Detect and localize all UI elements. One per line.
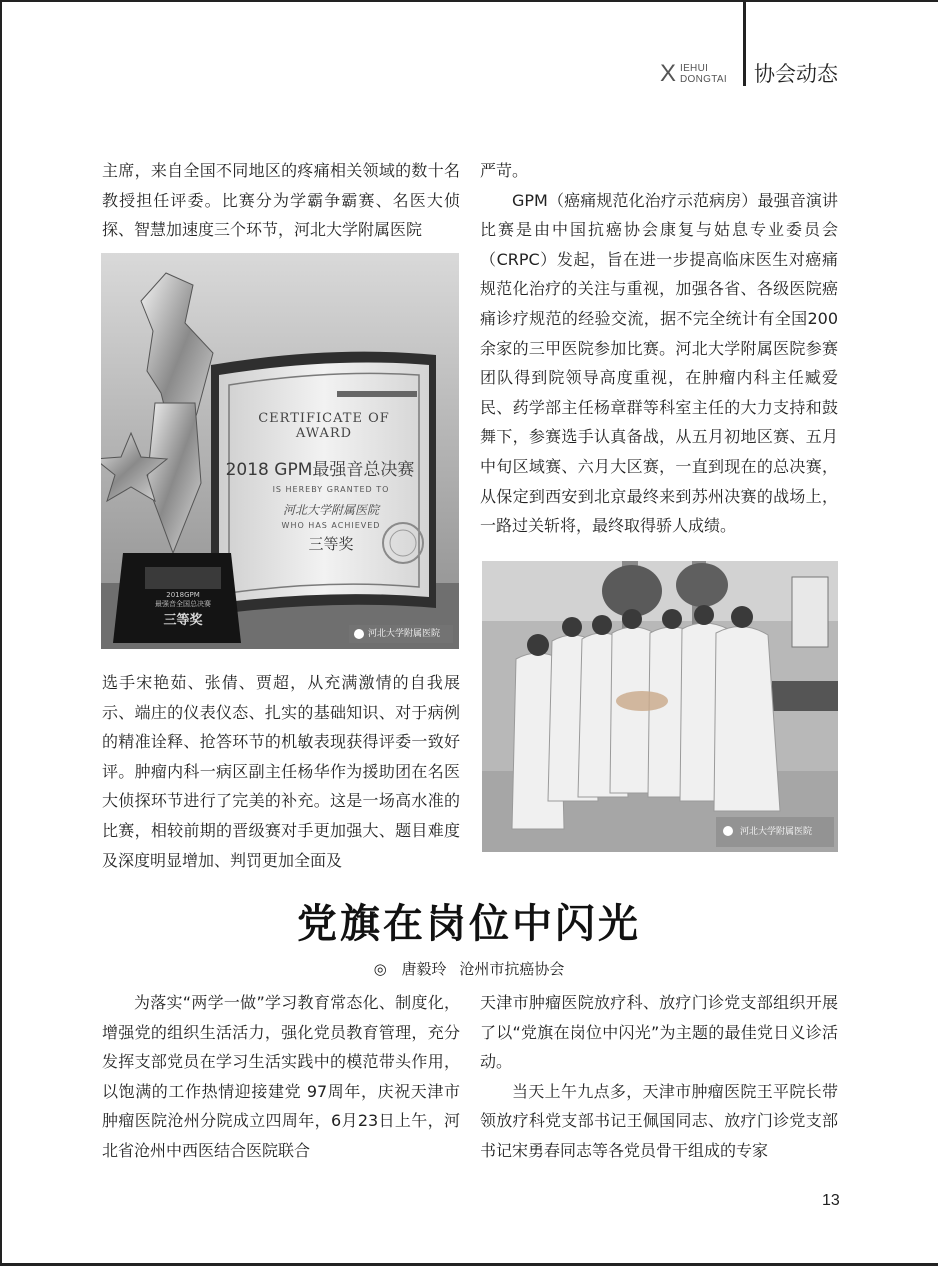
- award-photo: [101, 253, 459, 649]
- header-divider: [743, 0, 746, 86]
- paragraph: 主席，来自全国不同地区的疼痛相关领域的数十名教授担任评委。比赛分为学霸争霸赛、名医大侦探、智慧加速度三个环节，河北大学附属医院: [102, 161, 460, 240]
- header-pinyin-initial: X: [660, 60, 677, 87]
- section-title: 协会动态: [754, 62, 838, 86]
- page-number: 13: [822, 1192, 840, 1209]
- article2-col1: [102, 988, 460, 1166]
- certificate-recipient: 河北大学附属医院: [282, 503, 379, 517]
- article1-col1-top: [102, 156, 460, 245]
- article2-col2: [480, 988, 838, 1166]
- article1-col2: [480, 156, 838, 541]
- paragraph: 为落实“两学一做”学习教育常态化、制度化，增强党的组织生活活力，强化党员教育管理，充分发挥支部党员在学习生活实践中的模范带头作用，以饱满的工作热情迎接建党 97周年，庆祝天津市肿瘤医院沧州分院成立四周年，6月23日上午，河北省沧州中西医结合医院联合: [102, 993, 460, 1160]
- trophy-plate-line1: 2018GPM: [166, 591, 200, 599]
- paragraph: 天津市肿瘤医院放疗科、放疗门诊党支部组织开展了以“党旗在岗位中闪光”为主题的最佳党日义诊活动。: [480, 993, 838, 1072]
- page-border-left: [0, 0, 2, 1266]
- header-pinyin-line1: IEHUI: [680, 63, 709, 74]
- paragraph: GPM（癌痛规范化治疗示范病房）最强音演讲比赛是由中国抗癌协会康复与姑息专业委员会（CRPC）发起，旨在进一步提高临床医生对癌痛规范化治疗的关注与重视，加强各省、各级医院癌痛诊疗规范的经验交流，据不完全统计有全国200余家的三甲医院参加比赛。河北大学附属医院参赛团队得到院领导高度重视，在肿瘤内科主任臧爱民、药学部主任杨章群等科室主任的大力支持和鼓舞下，参赛选手认真备战，从五月初地区赛、五月中旬区域赛、六月大区赛，一直到现在的总决赛，从保定到西安到北京最终来到苏州决赛的战场上，一路过关斩将，最终取得骄人成绩。: [480, 190, 838, 536]
- photo-watermark: 河北大学附属医院: [740, 827, 813, 837]
- certificate-achieved-line: WHO HAS ACHIEVED: [281, 521, 381, 530]
- photo-watermark: 河北大学附属医院: [368, 629, 441, 639]
- paragraph: 选手宋艳茹、张倩、贾超，从充满激情的自我展示、端庄的仪表仪态、扎实的基础知识、对于病例的精准诠释、抢答环节的机敏表现获得评委一致好评。肿瘤内科一病区副主任杨华作为援助团在名医大侦探环节进行了完美的补充。这是一场高水准的比赛，相较前期的晋级赛对手更加强大、题目难度及深度明显增加、判罚更加全面及: [102, 673, 460, 870]
- certificate-granted-line: IS HEREBY GRANTED TO: [272, 485, 390, 494]
- trophy-plate-line2: 最强音全国总决赛: [155, 600, 211, 608]
- article2-byline: [0, 958, 938, 980]
- paragraph: 严苛。: [480, 161, 529, 180]
- certificate-event: 2018 GPM最强音总决赛: [225, 460, 415, 480]
- trophy-plate-award: 三等奖: [163, 613, 203, 628]
- header-pinyin-line2: DONGTAI: [680, 74, 727, 85]
- byline-mark-icon: ◎: [373, 960, 387, 978]
- author-organization: 沧州市抗癌协会: [459, 960, 565, 978]
- certificate-award-level: 三等奖: [308, 535, 354, 553]
- author-name: 唐毅玲: [401, 960, 447, 978]
- article1-col1-bottom: [102, 668, 460, 875]
- award-photo-image: [101, 253, 459, 649]
- page-border-top: [0, 0, 938, 2]
- doctors-group-photo-image: [482, 561, 838, 852]
- certificate-title: CERTIFICATE OF AWARD: [258, 411, 390, 441]
- article2-title: 党旗在岗位中闪光: [297, 900, 641, 947]
- doctors-group-photo: [482, 561, 838, 852]
- paragraph: 当天上午九点多，天津市肿瘤医院王平院长带领放疗科党支部书记王佩国同志、放疗门诊党支部书记宋勇春同志等各党员骨干组成的专家: [480, 1081, 838, 1160]
